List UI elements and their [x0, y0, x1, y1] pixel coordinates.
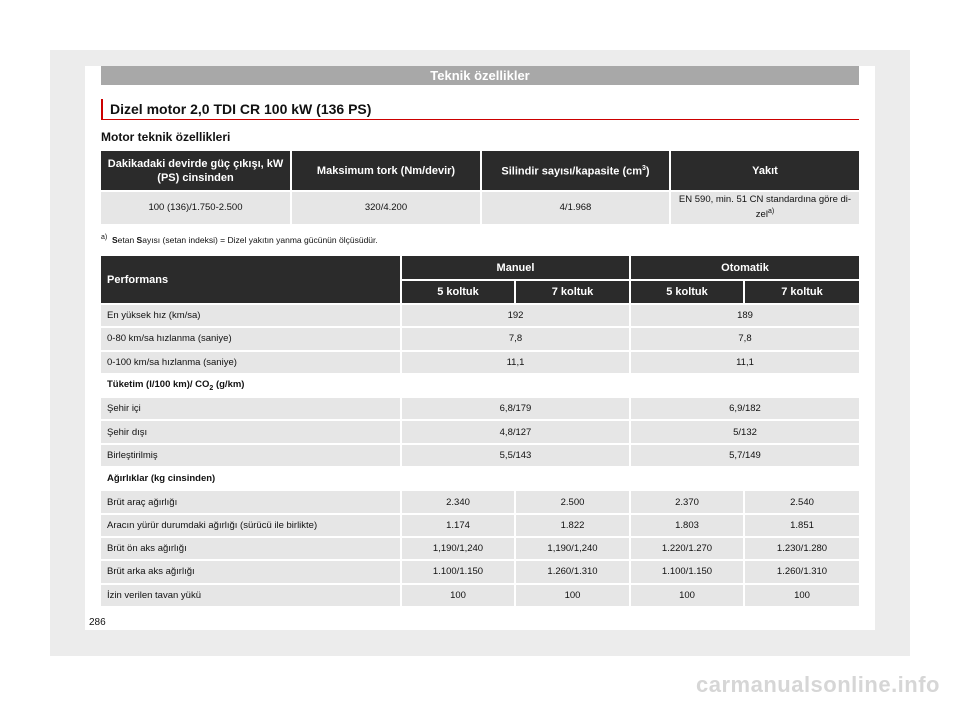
fuel-header: Yakıt	[670, 151, 859, 191]
engine-table-header-row	[101, 151, 859, 191]
manual-5-seats-header: 5 koltuk	[401, 280, 515, 304]
performance-table	[101, 256, 859, 608]
section-divider	[101, 119, 859, 120]
engine-specs-table	[101, 151, 859, 224]
table-row: Aracın yürür durumdaki ağırlığı (sürücü ile birlikte) 1.174 1.822 1.803 1.851	[101, 514, 859, 537]
table-row: En yüksek hız (km/sa) 192 189	[101, 304, 859, 327]
manual-7-seats-header: 7 koltuk	[515, 280, 630, 304]
section-title: Dizel motor 2,0 TDI CR 100 kW (136 PS)	[101, 99, 859, 119]
table-row: Şehir dışı 4,8/127 5/132	[101, 420, 859, 443]
power-header: Dakikadaki devirde güç çıkışı, kW (PS) cinsinden	[101, 151, 291, 191]
footnote: $^{a)}$ Setan Sayısı (setan indeksi) = Dizel yakıtın yanma gücünün ölçüsüdür.	[101, 234, 378, 245]
table-row: 0-80 km/sa hızlanma (saniye) 7,8 7,8	[101, 327, 859, 350]
cylinders-value: 4/1.968	[481, 191, 670, 224]
manual-header: Manuel	[401, 256, 630, 280]
torque-value: 320/4.200	[291, 191, 481, 224]
table-row: Brüt araç ağırlığı 2.340 2.500 2.370 2.540	[101, 490, 859, 513]
fuel-value: EN 590, min. 51 CN standardına göre di-zel$^{a)}$	[670, 191, 859, 224]
consumption-group-row: Tüketim (l/100 km)/ $CO_2$ (g/km)	[101, 374, 859, 397]
page-number: 286	[89, 617, 106, 628]
table-row: Birleştirilmiş 5,5/143 5,7/149	[101, 444, 859, 467]
table-row: Şehir içi 6,8/179 6,9/182	[101, 397, 859, 420]
automatic-header: Otomatik	[630, 256, 859, 280]
engine-specs-heading: Motor teknik özellikleri	[101, 130, 231, 144]
cylinders-header: Silindir sayısı/kapasite $(cm^3)$	[481, 151, 670, 191]
power-value: 100 (136)/1.750-2.500	[101, 191, 291, 224]
automatic-5-seats-header: 5 koltuk	[630, 280, 744, 304]
table-row: Brüt ön aks ağırlığı 1,190/1,240 1,190/1,240 1.220/1.270 1.230/1.280	[101, 537, 859, 560]
table-row: 0-100 km/sa hızlanma (saniye) 11,1 11,1	[101, 351, 859, 374]
performance-header: Performans	[101, 256, 401, 304]
table-row: Brüt arka aks ağırlığı 1.100/1.150 1.260/1.310 1.100/1.150 1.260/1.310	[101, 560, 859, 583]
automatic-7-seats-header: 7 koltuk	[744, 280, 859, 304]
table-row	[101, 191, 859, 224]
perf-header-row	[101, 256, 859, 280]
weights-group-row: Ağırlıklar (kg cinsinden)	[101, 467, 859, 490]
torque-header: Maksimum tork (Nm/devir)	[291, 151, 481, 191]
table-row: İzin verilen tavan yükü 100 100 100 100	[101, 584, 859, 607]
watermark: carmanualsonline.info	[696, 672, 940, 697]
chapter-header: Teknik özellikler	[101, 66, 859, 85]
